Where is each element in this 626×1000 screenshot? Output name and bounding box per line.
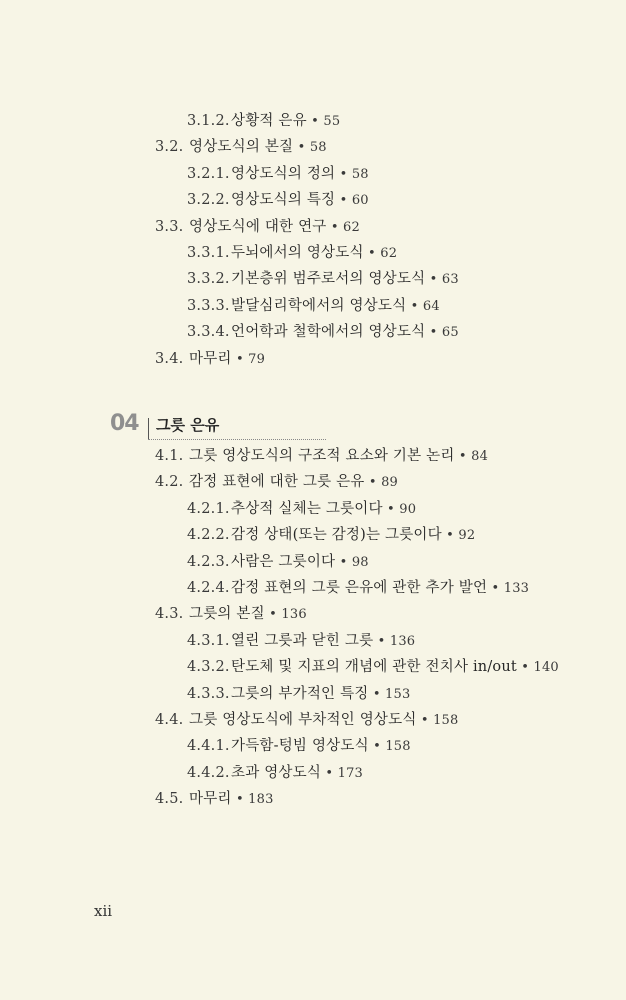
toc-entry-number: 4.2.1. [187, 500, 230, 517]
toc-entry-page: 140 [533, 660, 559, 676]
toc-entry [155, 710, 459, 731]
toc-entry-title: 가득함-텅빔 영상도식 [231, 738, 369, 755]
toc-bullet: • [364, 475, 382, 491]
toc-entry-title: 영상도식의 본질 [189, 139, 294, 156]
toc-entry-title: 열린 그릇과 닫힌 그릇 [231, 632, 374, 649]
toc-bullet: • [321, 765, 338, 781]
chapter-heading [110, 411, 330, 438]
chapter-dotted-rule [148, 439, 326, 440]
toc-entry-number: 3.2. [155, 139, 184, 156]
toc-entry-number: 3.2.2. [187, 192, 230, 209]
page-number: xii [94, 902, 113, 920]
toc-entry [187, 296, 440, 317]
toc-entry-page: 136 [389, 633, 416, 649]
toc-entry [187, 631, 415, 652]
toc-entry [155, 604, 307, 625]
toc-entry-title: 기본층위 범주로서의 영상도식 [231, 271, 426, 288]
toc-entry [187, 164, 369, 185]
chapter-title: 그릇 은유 [156, 416, 220, 434]
toc-bullet: • [264, 607, 282, 623]
toc-entry-number: 3.1.2. [187, 113, 230, 129]
toc-entry-title: 영상도식에 대한 연구 [189, 218, 327, 235]
toc-entry-title: 언어학과 철학에서의 영상도식 [231, 324, 426, 341]
toc-entry-title: 감정 상태(또는 감정)는 그릇이다 [231, 527, 442, 544]
toc-entry [187, 190, 369, 211]
toc-bullet: • [335, 193, 352, 209]
toc-bullet: • [306, 114, 324, 129]
toc-entry-page: 60 [351, 193, 369, 209]
toc-entry-page: 62 [343, 219, 360, 235]
toc-entry-number: 4.4. [155, 712, 184, 728]
toc-entry-number: 4.2. [155, 474, 184, 491]
toc-entry-title: 그릇 영상도식의 구조적 요소와 기본 논리 [189, 448, 455, 464]
toc-entry-title: 두뇌에서의 영상도식 [231, 245, 364, 261]
toc-entry-number: 3.3.1. [187, 245, 230, 261]
toc-entry-page: 65 [441, 325, 459, 341]
toc-bullet: • [335, 554, 352, 570]
toc-entry-number: 4.3.2. [187, 659, 230, 676]
toc-entry-number: 4.4.1. [187, 738, 230, 755]
toc-entry-title: 그릇 영상도식에 부차적인 영상도식 [189, 712, 417, 728]
toc-bullet: • [231, 792, 249, 808]
toc-entry-title: 발달심리학에서의 영상도식 [231, 297, 407, 314]
toc-entry [187, 499, 416, 520]
toc-bullet: • [326, 219, 344, 235]
toc-entry-title: 사람은 그릇이다 [231, 553, 336, 570]
toc-entry-title: 마무리 [189, 791, 232, 808]
toc-entry-page: 90 [399, 501, 417, 517]
toc-entry-title: 그릇의 부가적인 특징 [231, 685, 369, 702]
toc-entry [155, 789, 274, 810]
toc-bullet: • [363, 246, 381, 261]
toc-bullet: • [416, 713, 434, 728]
toc-entry-title: 초과 영상도식 [231, 764, 322, 781]
toc-entry-page: 158 [385, 739, 411, 755]
toc-entry-number: 4.2.4. [187, 580, 230, 596]
toc-entry-number: 4.2.2. [187, 527, 230, 544]
chapter-divider [148, 418, 149, 440]
toc-entry-number: 4.3. [155, 606, 184, 623]
toc-entry-page: 183 [248, 792, 274, 808]
toc-entry-number: 3.2.1. [187, 165, 230, 182]
toc-entry-page: 55 [323, 114, 341, 129]
toc-entry-number: 4.3.1. [187, 632, 230, 649]
toc-bullet: • [454, 449, 472, 464]
toc-bullet: • [441, 528, 459, 544]
toc-entry-number: 3.3.2. [187, 271, 230, 288]
toc-bullet: • [406, 298, 423, 314]
toc-entry [155, 137, 327, 158]
toc-entry-title: 마무리 [189, 350, 232, 367]
toc-bullet: • [487, 581, 504, 596]
toc-entry [187, 657, 559, 678]
toc-entry [155, 349, 265, 370]
toc-entry-page: 136 [281, 607, 307, 623]
toc-entry-page: 89 [381, 475, 399, 491]
toc-entry-title: 영상도식의 정의 [231, 165, 336, 182]
toc-entry [187, 763, 363, 784]
toc-bullet: • [231, 351, 249, 367]
toc-entry-number: 4.1. [155, 448, 184, 464]
toc-entry-number: 4.4.2. [187, 764, 230, 781]
chapter-number: 04 [110, 411, 139, 436]
toc-entry-number: 4.3.3. [187, 685, 230, 702]
toc-entry-number: 3.4. [155, 350, 184, 367]
toc-entry [187, 111, 340, 132]
toc-entry [155, 217, 360, 238]
toc-entry-page: 63 [441, 272, 459, 288]
toc-entry-page: 79 [248, 351, 266, 367]
toc-bullet: • [368, 686, 386, 702]
toc-entry-number: 3.3.3. [187, 297, 230, 314]
toc-bullet: • [425, 325, 442, 341]
toc-entry [187, 684, 410, 705]
toc-entry-page: 58 [309, 140, 327, 156]
toc-entry-title: 감정 표현의 그릇 은유에 관한 추가 발언 [231, 580, 488, 596]
toc-entry-title: 상황적 은유 [231, 113, 307, 129]
toc-entry-page: 133 [503, 581, 530, 596]
toc-entry-page: 158 [433, 713, 459, 728]
toc-bullet: • [425, 272, 442, 288]
toc-bullet: • [368, 739, 386, 755]
toc-bullet: • [516, 660, 534, 676]
toc-entry-page: 92 [458, 528, 476, 544]
toc-entry-page: 153 [385, 686, 411, 702]
toc-bullet: • [293, 140, 310, 156]
toc-entry-title: 영상도식의 특징 [231, 192, 336, 209]
toc-entry-page: 173 [337, 765, 364, 781]
toc-bullet: • [373, 633, 390, 649]
toc-entry [187, 736, 411, 757]
toc-entry-title: 추상적 실체는 그릇이다 [231, 500, 383, 517]
toc-entry-number: 4.2.3. [187, 553, 230, 570]
toc-entry [187, 578, 529, 599]
toc-entry-page: 64 [422, 298, 440, 314]
toc-entry-page: 98 [351, 554, 369, 570]
toc-entry-title: 그릇의 본질 [189, 606, 265, 623]
toc-entry-page: 62 [380, 246, 398, 261]
toc-entry [187, 552, 369, 573]
toc-entry-title: 탄도체 및 지표의 개념에 관한 전치사 in/out [231, 659, 517, 676]
toc-entry-title: 감정 표현에 대한 그릇 은유 [189, 474, 365, 491]
toc-entry-number: 3.3.4. [187, 324, 230, 341]
toc-entry [187, 243, 397, 264]
toc-entry-page: 84 [471, 449, 489, 464]
toc-entry [187, 322, 459, 343]
toc-entry-number: 3.3. [155, 218, 184, 235]
toc-bullet: • [382, 501, 400, 517]
toc-entry [155, 446, 488, 467]
toc-entry [187, 525, 475, 546]
toc-entry [187, 269, 459, 290]
toc-entry-page: 58 [351, 166, 369, 182]
toc-bullet: • [335, 166, 352, 182]
toc-entry [155, 472, 398, 493]
toc-entry-number: 4.5. [155, 791, 184, 808]
